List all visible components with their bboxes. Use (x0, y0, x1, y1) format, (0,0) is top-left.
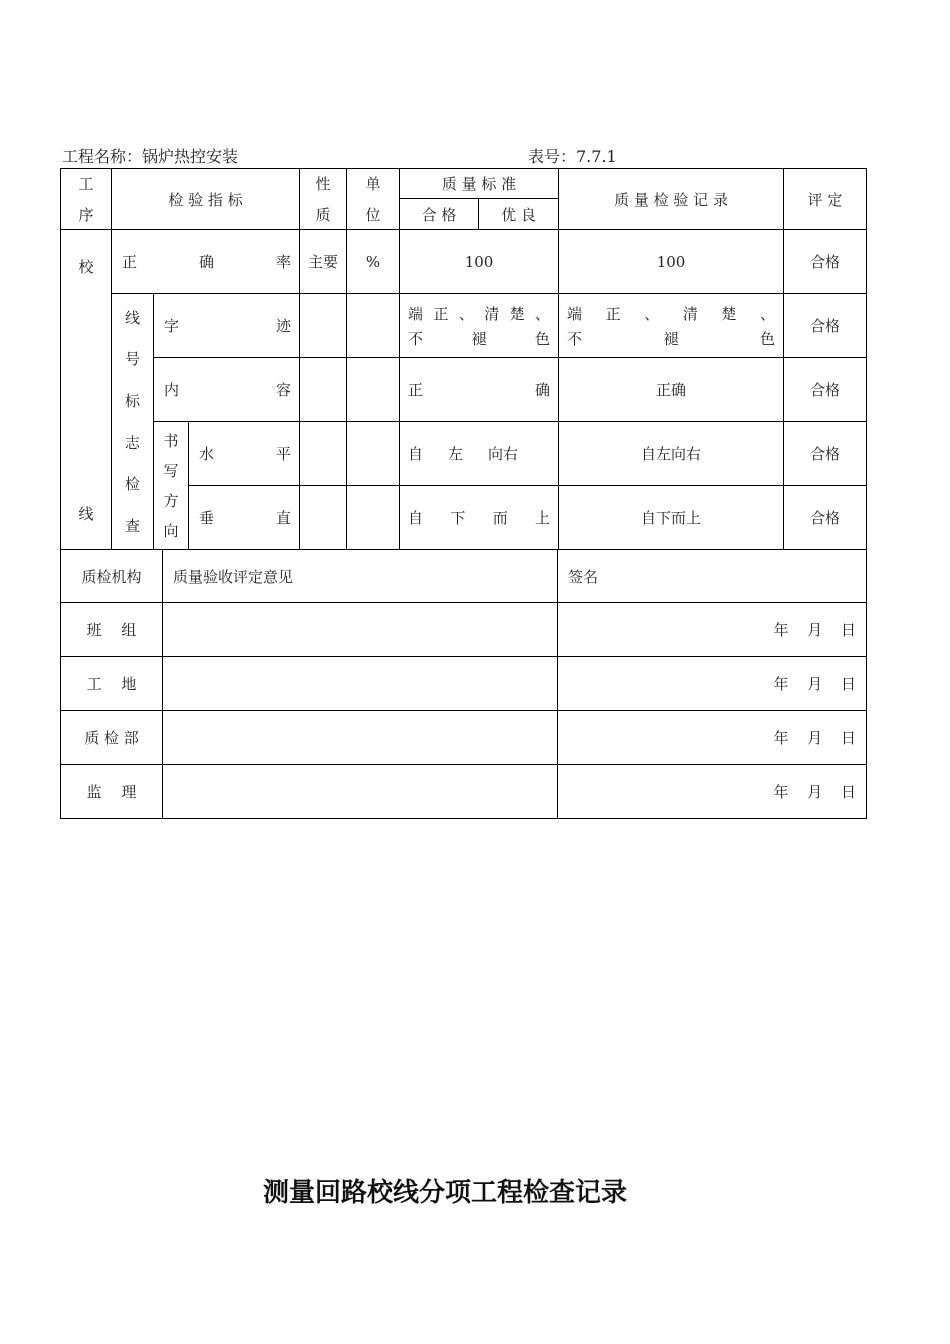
col-standard-header: 质 量 标 准 (400, 169, 559, 199)
opinion-site (163, 657, 558, 711)
col-process-header: 工 序 (61, 169, 112, 230)
col-qualified-header: 合 格 (400, 199, 479, 230)
horizontal-record: 自左向右 (559, 422, 784, 486)
col-record-header: 质 量 检 验 记 录 (559, 169, 784, 230)
org-header: 质检机构 (61, 550, 163, 603)
opinion-team (163, 603, 558, 657)
horizontal-eval: 合格 (784, 422, 867, 486)
vertical-eval: 合格 (784, 486, 867, 550)
content-standard: 正 确 (400, 358, 559, 422)
accuracy-standard: 100 (400, 230, 559, 294)
content-indicator: 内 容 (154, 358, 300, 422)
vertical-unit (347, 486, 400, 550)
inspection-table (60, 168, 867, 550)
date-qc-dept: 年 月 日 (558, 711, 867, 765)
opinion-header: 质量验收评定意见 (163, 550, 558, 603)
col-nature-header: 性 质 (300, 169, 347, 230)
org-qc-dept: 质 检 部 (61, 711, 163, 765)
date-team: 年 月 日 (558, 603, 867, 657)
horizontal-nature (300, 422, 347, 486)
vertical-nature (300, 486, 347, 550)
opinion-supervisor (163, 765, 558, 819)
col-excellent-header: 优 良 (479, 199, 559, 230)
accuracy-indicator: 正 确 率 (112, 230, 300, 294)
table-number: 表号：7.7.1 (528, 147, 617, 166)
process-cell: 校 线 (61, 230, 112, 550)
handwriting-record: 端 正 、 清 楚 、 不 褪 色 (559, 294, 784, 358)
vertical-indicator: 垂 直 (189, 486, 300, 550)
content-record: 正确 (559, 358, 784, 422)
accuracy-nature: 主要 (300, 230, 347, 294)
document-title: 测量回路校线分项工程检查记录 (262, 1178, 627, 1208)
accuracy-record: 100 (559, 230, 784, 294)
sign-header: 签名 (558, 550, 867, 603)
org-supervisor: 监 理 (61, 765, 163, 819)
vertical-standard: 自 下 而 上 (400, 486, 559, 550)
accuracy-unit: % (347, 230, 400, 294)
handwriting-eval: 合格 (784, 294, 867, 358)
project-name: 工程名称：锅炉热控安装 (62, 147, 239, 166)
content-unit (347, 358, 400, 422)
col-unit-header: 单 位 (347, 169, 400, 230)
signoff-table (60, 549, 867, 819)
vertical-record: 自下而上 (559, 486, 784, 550)
horizontal-standard: 自 左 向右 (400, 422, 559, 486)
opinion-qc-dept (163, 711, 558, 765)
horizontal-indicator: 水 平 (189, 422, 300, 486)
accuracy-eval: 合格 (784, 230, 867, 294)
content-nature (300, 358, 347, 422)
line-mark-check-label: 线 号 标 志 检 查 (112, 294, 154, 550)
date-site: 年 月 日 (558, 657, 867, 711)
handwriting-standard: 端 正 、 清 楚 、 不 褪 色 (400, 294, 559, 358)
handwriting-unit (347, 294, 400, 358)
col-evaluation-header: 评 定 (784, 169, 867, 230)
writing-direction-label: 书 写 方 向 (154, 422, 189, 550)
date-supervisor: 年 月 日 (558, 765, 867, 819)
handwriting-indicator: 字 迹 (154, 294, 300, 358)
org-team: 班 组 (61, 603, 163, 657)
org-site: 工 地 (61, 657, 163, 711)
horizontal-unit (347, 422, 400, 486)
handwriting-nature (300, 294, 347, 358)
content-eval: 合格 (784, 358, 867, 422)
col-indicator-header: 检 验 指 标 (112, 169, 300, 230)
